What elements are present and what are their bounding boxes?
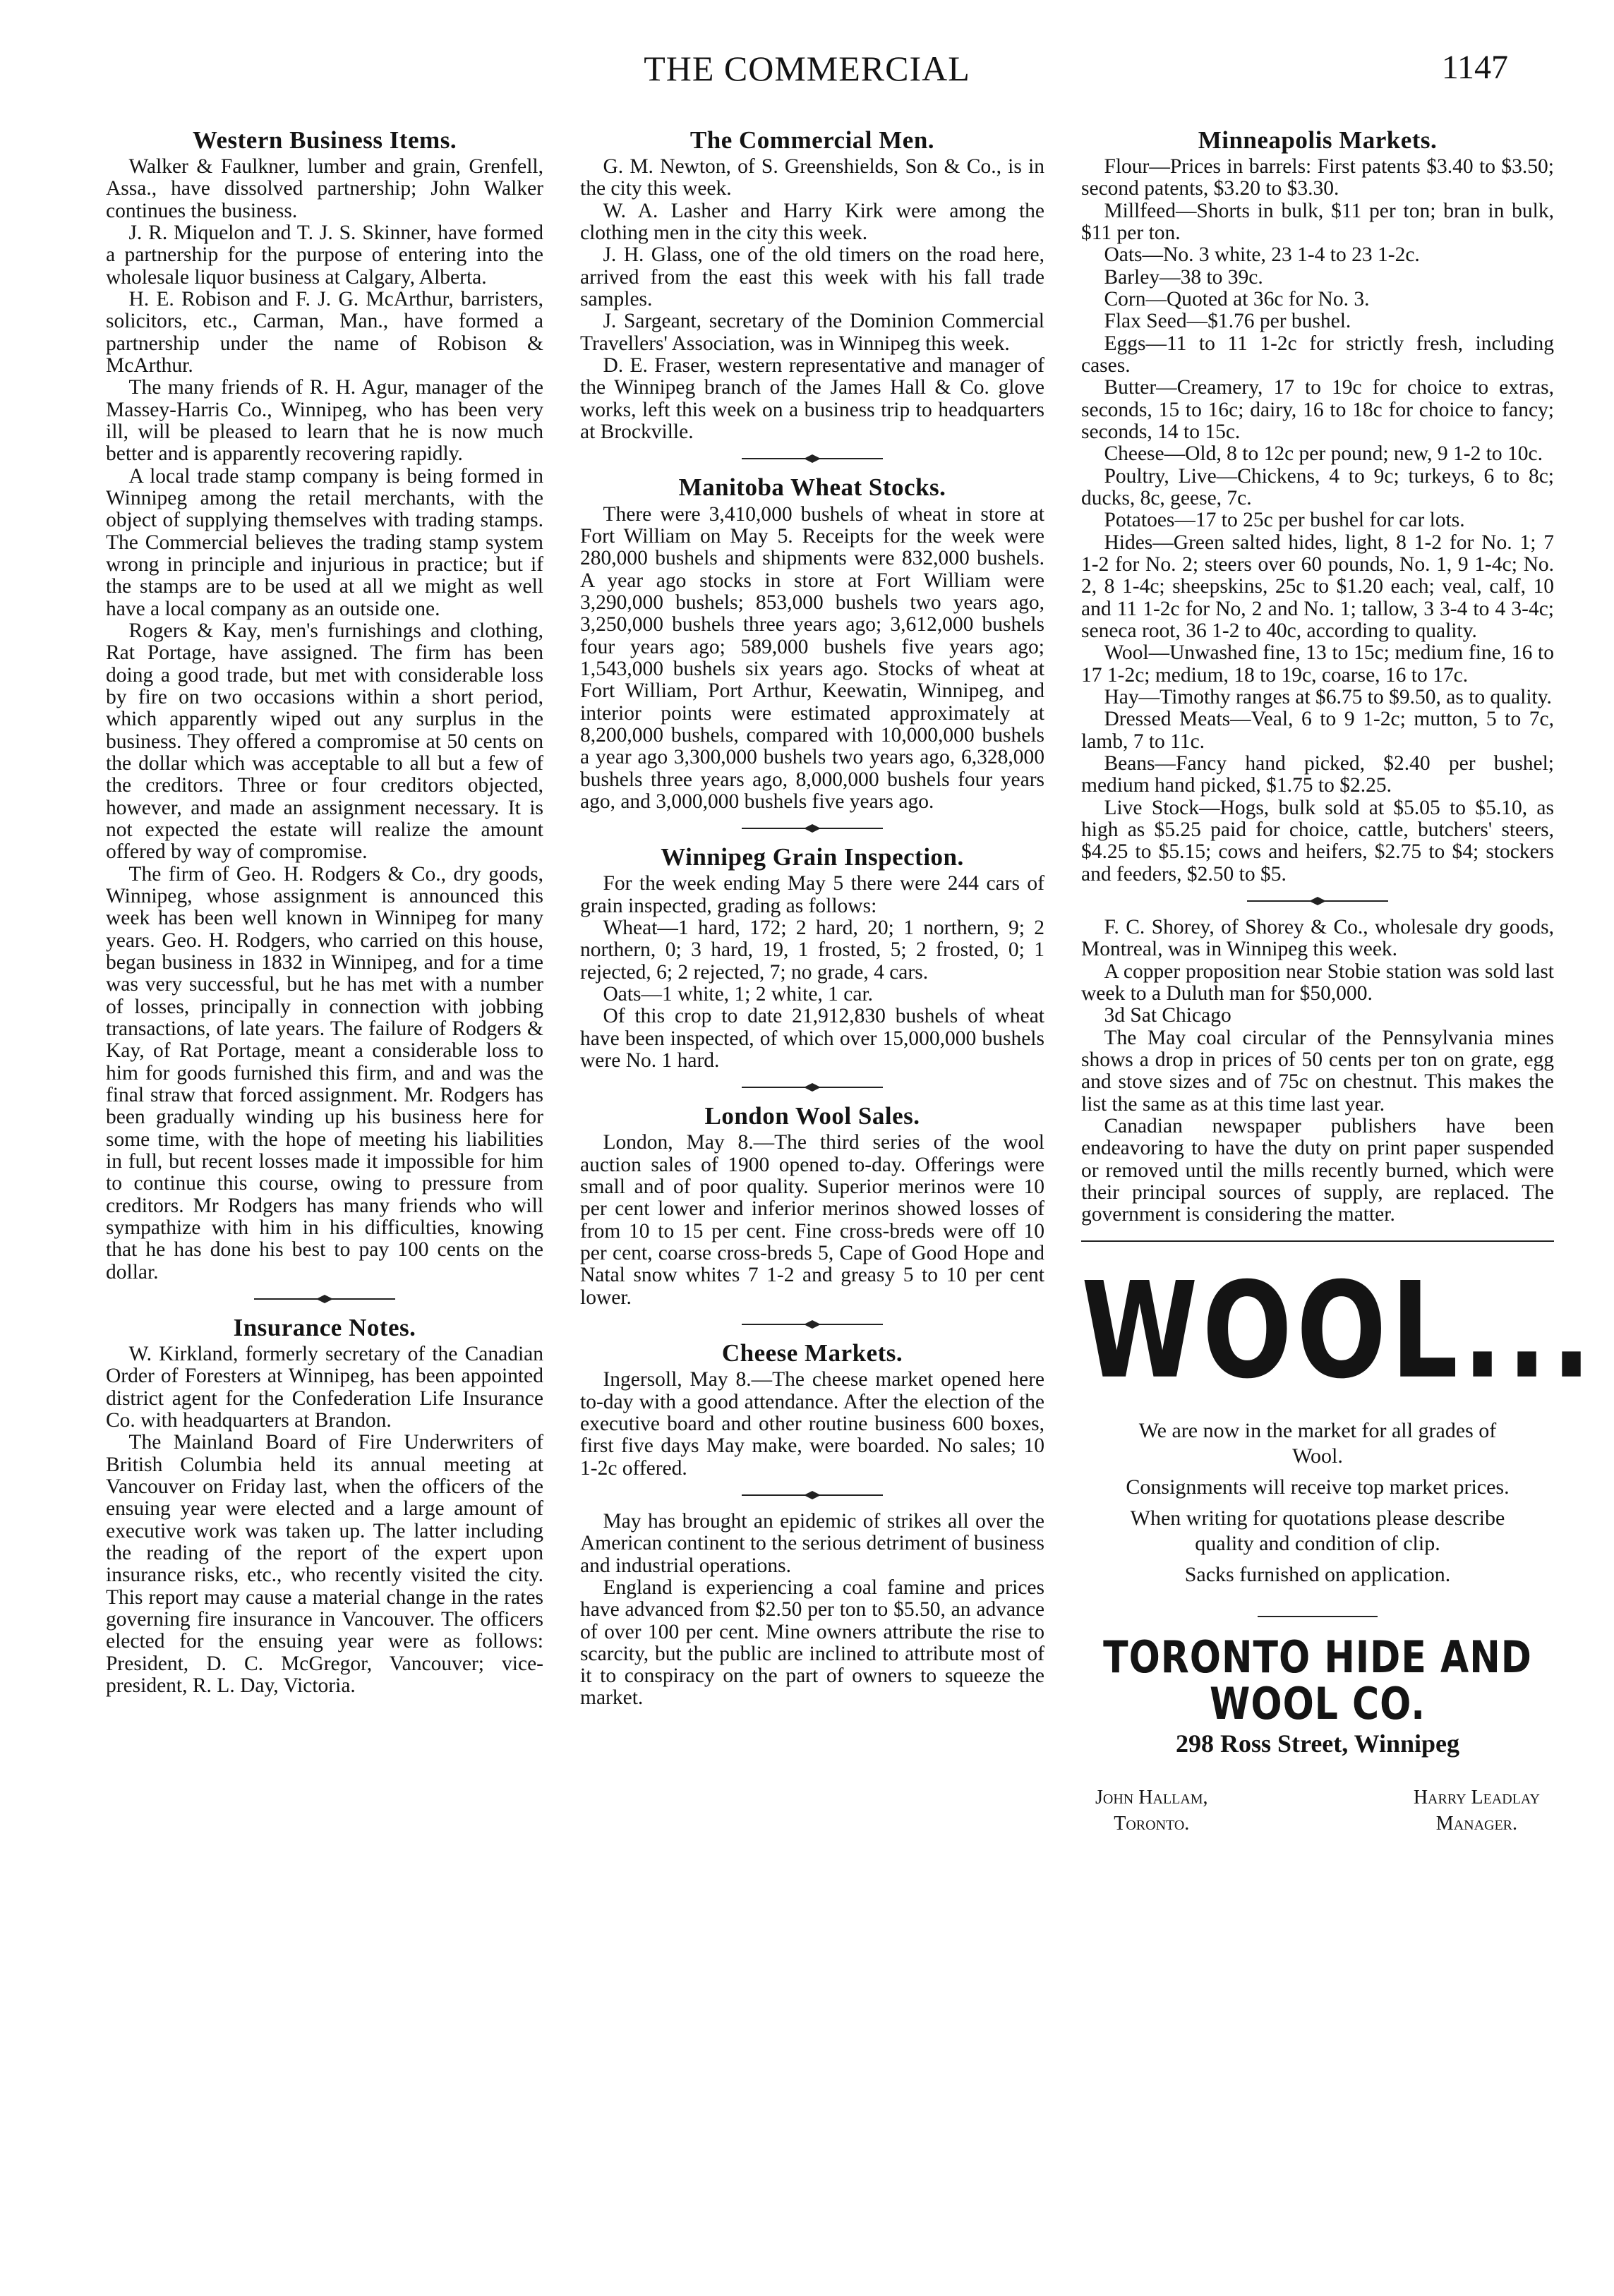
paragraph: Cheese—Old, 8 to 12c per pound; new, 9 1-2 to 10c.: [1104, 442, 1543, 466]
paragraph: Wool—Unwashed fine, 13 to 15c; medium fine, 16 to 17 1-2c; medium, 18 to 19c, coarse, 16 to 17c.: [1081, 641, 1554, 687]
ad-line: Sacks furnished on application.: [1184, 1562, 1451, 1586]
paragraph: W. A. Lasher and Harry Kirk were among the clothing men in the city this week.: [580, 199, 1044, 245]
section-heading: Insurance Notes.: [233, 1313, 416, 1341]
section-divider: [580, 443, 1044, 474]
section-divider: [580, 1072, 1044, 1103]
signature-title: Manager.: [1435, 1812, 1518, 1835]
paragraph: W. Kirkland, formerly secretary of the Canadian Order of Foresters at Winnipeg, has been appointed district agent for the Confederation Life Insurance Co. with headquarters at Brandon.: [106, 1343, 543, 1432]
paragraph: D. E. Fraser, western representative and manager of the Winnipeg branch of the James Hall & Co. glove works, left this week on a business trip to headquarters at Brockville.: [580, 354, 1044, 444]
signature-name: Harry Leadlay: [1413, 1787, 1540, 1809]
paragraph: London, May 8.—The third series of the wool auction sales of 1900 opened to-day. Offerings were small and of poor quality. Superior merinos were 10 per cent lower and inferior merinos showed losses of from 10 to 15 per cent. Fine cross-breds were off 10 per cent, coarse cross-breds 5, Cape of Good Hope and Natal snow whites 7 1-2 and greasy 5 to 10 per cent lower.: [580, 1131, 1044, 1309]
paragraph: A local trade stamp company is being formed in Winnipeg among the retail merchants, with the object of supplying themselves with trading stamps. The Commercial believes the trading stamp system wrong in principle and injurious in practice; but if the stamps are to be used at all we might as well have a local company as an outside one.: [106, 464, 543, 620]
signature-name: John Hallam,: [1095, 1787, 1208, 1809]
signature-city: Toronto.: [1114, 1812, 1190, 1835]
ad-address: 298 Ross Street, Winnipeg: [1175, 1729, 1460, 1758]
paragraph: H. E. Robison and F. J. G. McArthur, barristers, solicitors, etc., Carman, Man., have formed a partnership under the name of Robison & McArthur.: [106, 288, 543, 377]
paragraph: Millfeed—Shorts in bulk, $11 per ton; bran in bulk, $11 per ton.: [1081, 199, 1554, 245]
paragraph: Rogers & Kay, men's furnishings and clothing, Rat Portage, have assigned. The firm has been doing a good trade, but met with considerable loss by fire on two occasions within a short period, which apparently wiped out any surplus in the business. They offered a compromise at 50 cents on the dollar which was acceptable to all but a few of the creditors. Three or four creditors objected, however, and made an assignment necessary. It is not expected the estate will realize the amount offered by way of compromise.: [106, 620, 543, 864]
paragraph: Barley—38 to 39c.: [1104, 265, 1263, 289]
page-header: [0, 48, 1614, 104]
section-heading: Winnipeg Grain Inspection.: [661, 843, 964, 871]
paragraph: Wheat—1 hard, 172; 2 hard, 20; 1 northern, 9; 2 northern, 0; 3 hard, 19, 1 frosted, 5; 2 frosted, 0; 1 rejected, 6; 2 rejected, 7; no grade, 4 cars.: [580, 916, 1044, 984]
column-right: [1081, 126, 1596, 1837]
paragraph: 3d Sat Chicago: [1104, 1004, 1231, 1027]
section-divider: [1081, 886, 1554, 917]
column-middle: [580, 127, 1044, 1710]
section-heading: London Wool Sales.: [704, 1102, 920, 1130]
ad-line: We are now in the market for all grades of Wool.: [1138, 1418, 1497, 1468]
section-heading: Manitoba Wheat Stocks.: [678, 473, 946, 502]
paragraph: Canadian newspaper publishers have been endeavoring to have the duty on print paper suspended or removed until the mills recently burned, which were their principal sources of supply, are replaced. The government is considering the matter.: [1081, 1114, 1554, 1226]
paragraph: The May coal circular of the Pennsylvania mines shows a drop in prices of 50 cents per ton on grate, egg and stove sizes and of 75c on chestnut. This makes the list the same as at this time last year.: [1081, 1026, 1554, 1116]
paragraph: Ingersoll, May 8.—The cheese market opened here to-day with a good attendance. After the election of the executive board and other routine business 600 boxes, first five days May make, were boarded. No sales; 10 1-2c offered.: [580, 1368, 1044, 1480]
paragraph: The Mainland Board of Fire Underwriters of British Columbia held its annual meeting at Vancouver on Friday last, when the officers of the ensuing year were elected and a large amount of executive work was taken up. The latter including the reading of the report of the expert upon insurance risks, etc., who recently visited the city. This report may cause a material change in the rates governing fire insurance in Vancouver. The officers elected for the ensuing year were as follows: President, D. C. McGregor, Vancouver; vice-president, R. L. Day, Victoria.: [106, 1431, 543, 1697]
paragraph: Of this crop to date 21,912,830 bushels of wheat have been inspected, of which over 15,000,000 bushels were No. 1 hard.: [580, 1005, 1044, 1072]
paragraph: Butter—Creamery, 17 to 19c for choice to extras, seconds, 15 to 16c; dairy, 16 to 18c for choice to fancy; seconds, 14 to 15c.: [1081, 376, 1554, 444]
paragraph: A copper proposition near Stobie station was sold last week to a Duluth man for $50,000.: [1081, 960, 1554, 1005]
paragraph: May has brought an epidemic of strikes all over the American continent to the serious detriment of business and industrial operations.: [580, 1509, 1044, 1577]
paragraph: J. H. Glass, one of the old timers on the road here, arrived from the east this week with his fall trade samples.: [580, 243, 1044, 311]
paragraph: Live Stock—Hogs, bulk sold at $5.05 to $5.10, as high as $5.25 paid for choice, cattle, butchers' steers, $4.25 to $5.15; cows and heifers, $2.75 to $4; stockers and feeders, $2.50 to $5.: [1081, 796, 1554, 886]
paragraph: There were 3,410,000 bushels of wheat in store at Fort William on May 5. Receipts for the week were 280,000 bushels and shipments were 832,000 bushels. A year ago stocks in store at Fort William were 3,290,000 bushels; 853,000 bushels two years ago, 3,250,000 bushels three years ago; 3,612,000 bushels four years ago; 589,000 bushels five years ago; 1,543,000 bushels six years ago. Stocks of wheat at Fort William, Port Arthur, Keewatin, Winnipeg, and interior points were estimated approximately at 8,200,000 bushels, compared with 10,000,000 bushels a year ago 3,300,000 bushels two years ago, 6,328,000 bushels three years ago, 8,000,000 bushels four years ago, and 3,000,000 bushels five years ago.: [580, 502, 1044, 813]
paragraph: The many friends of R. H. Agur, manager of the Massey-Harris Co., Winnipeg, who has been very ill, will be pleased to learn that he is now much better and is apparently recovering rapidly.: [106, 376, 543, 466]
ad-line: Consignments will receive top market prices.: [1126, 1475, 1510, 1499]
paragraph: Beans—Fancy hand picked, $2.40 per bushel; medium hand picked, $1.75 to $2.25.: [1081, 752, 1554, 797]
paragraph: Dressed Meats—Veal, 6 to 9 1-2c; mutton, 5 to 7c, lamb, 7 to 11c.: [1081, 708, 1554, 753]
newspaper-title: THE COMMERCIAL: [644, 49, 970, 88]
section-divider: [580, 1480, 1044, 1511]
paragraph: Oats—No. 3 white, 23 1-4 to 23 1-2c.: [1104, 243, 1420, 267]
paragraph: The firm of Geo. H. Rodgers & Co., dry goods, Winnipeg, whose assignment is announced this week has been well known in Winnipeg for many years. Geo. H. Rodgers, who carried on this house, began business in 1832 in Winnipeg, and for a time was very successful, but he has met with a number of losses, principally in connection with jobbing transactions, of late years. The failure of Rodgers & Kay, of Rat Portage, meant a considerable loss to him for goods furnished this firm, and and was the final straw that forced assignment. Mr. Rodgers has been gradually winding up his business here for some time, with the hope of meeting his liabilities in full, but recent losses made it impossible for him to continue this course, owing to pressure from creditors. Mr Rodgers has many friends who will sympathize with him in his difficulties, knowing that he has done his best to pay 100 cents on the dollar.: [106, 862, 543, 1283]
ad-signature-right: [1414, 1785, 1540, 1837]
paragraph: For the week ending May 5 there were 244 cars of grain inspected, grading as follows:: [580, 872, 1044, 917]
ad-firm-name: TORONTO HIDE AND WOOL CO.: [1103, 1631, 1532, 1730]
paragraph: J. R. Miquelon and T. J. S. Skinner, have formed a partnership for the purpose of entering into the wholesale liquor business at Calgary, Alberta.: [106, 222, 543, 289]
paragraph: Potatoes—17 to 25c per bushel for car lots.: [1104, 509, 1465, 532]
wool-advertisement: [1081, 1240, 1596, 1837]
column-left: [106, 127, 543, 1697]
paragraph: Hay—Timothy ranges at $6.75 to $9.50, as to quality.: [1104, 686, 1552, 709]
section-heading: The Commercial Men.: [689, 126, 935, 154]
section-divider: [580, 1309, 1044, 1340]
paragraph: Corn—Quoted at 36c for No. 3.: [1104, 288, 1370, 311]
section-heading: Minneapolis Markets.: [1198, 126, 1438, 154]
paragraph: Eggs—11 to 11 1-2c for strictly fresh, including cases.: [1081, 332, 1554, 377]
paragraph: F. C. Shorey, of Shorey & Co., wholesale dry goods, Montreal, was in Winnipeg this week.: [1081, 915, 1554, 961]
paragraph: Poultry, Live—Chickens, 4 to 9c; turkeys, 6 to 8c; ducks, 8c, geese, 7c.: [1081, 464, 1554, 510]
paragraph: Flax Seed—$1.76 per bushel.: [1104, 310, 1351, 333]
ad-signature-left: [1095, 1785, 1208, 1837]
ad-headline: WOOL...: [1081, 1254, 1596, 1408]
paragraph: G. M. Newton, of S. Greenshields, Son & Co., is in the city this week.: [580, 155, 1044, 200]
paragraph: Oats—1 white, 1; 2 white, 1 car.: [603, 982, 874, 1005]
section-heading: Cheese Markets.: [721, 1339, 903, 1367]
page-number: 1147: [1441, 49, 1508, 86]
paragraph: J. Sargeant, secretary of the Dominion Commercial Travellers' Association, was in Winnipeg this week.: [580, 310, 1044, 355]
ad-line: When writing for quotations please describe quality and condition of clip.: [1130, 1506, 1505, 1555]
ad-signatures: [1095, 1785, 1540, 1837]
paragraph: Flour—Prices in barrels: First patents $3.40 to $3.50; second patents, $3.20 to $3.30.: [1081, 155, 1554, 200]
ad-rule: [1258, 1616, 1378, 1617]
paragraph: Hides—Green salted hides, light, 8 1-2 for No. 1; 7 1-2 for No. 2; steers over 60 pounds, No. 1, 9 1-4c; No. 2, 8 1-4c; sheepskins, 25c to $1.20 each; veal, calf, 10 and 11 1-2c for No, 2 and No. 1; tallow, 3 3-4 to 4 3-4c; seneca root, 36 1-2 to 40c, according to quality.: [1081, 531, 1554, 643]
section-heading: Western Business Items.: [192, 126, 457, 154]
section-divider: [580, 813, 1044, 844]
section-divider: [106, 1283, 543, 1315]
paragraph: Walker & Faulkner, lumber and grain, Grenfell, Assa., have dissolved partnership; John Walker continues the business.: [106, 155, 543, 222]
paragraph: England is experiencing a coal famine and prices have advanced from $2.50 per ton to $5.50, an advance of over 100 per cent. Mine owners attribute the rise to scarcity, but the public are inclined to attribute most of it to conspiracy on the part of owners to squeeze the market.: [580, 1576, 1044, 1710]
